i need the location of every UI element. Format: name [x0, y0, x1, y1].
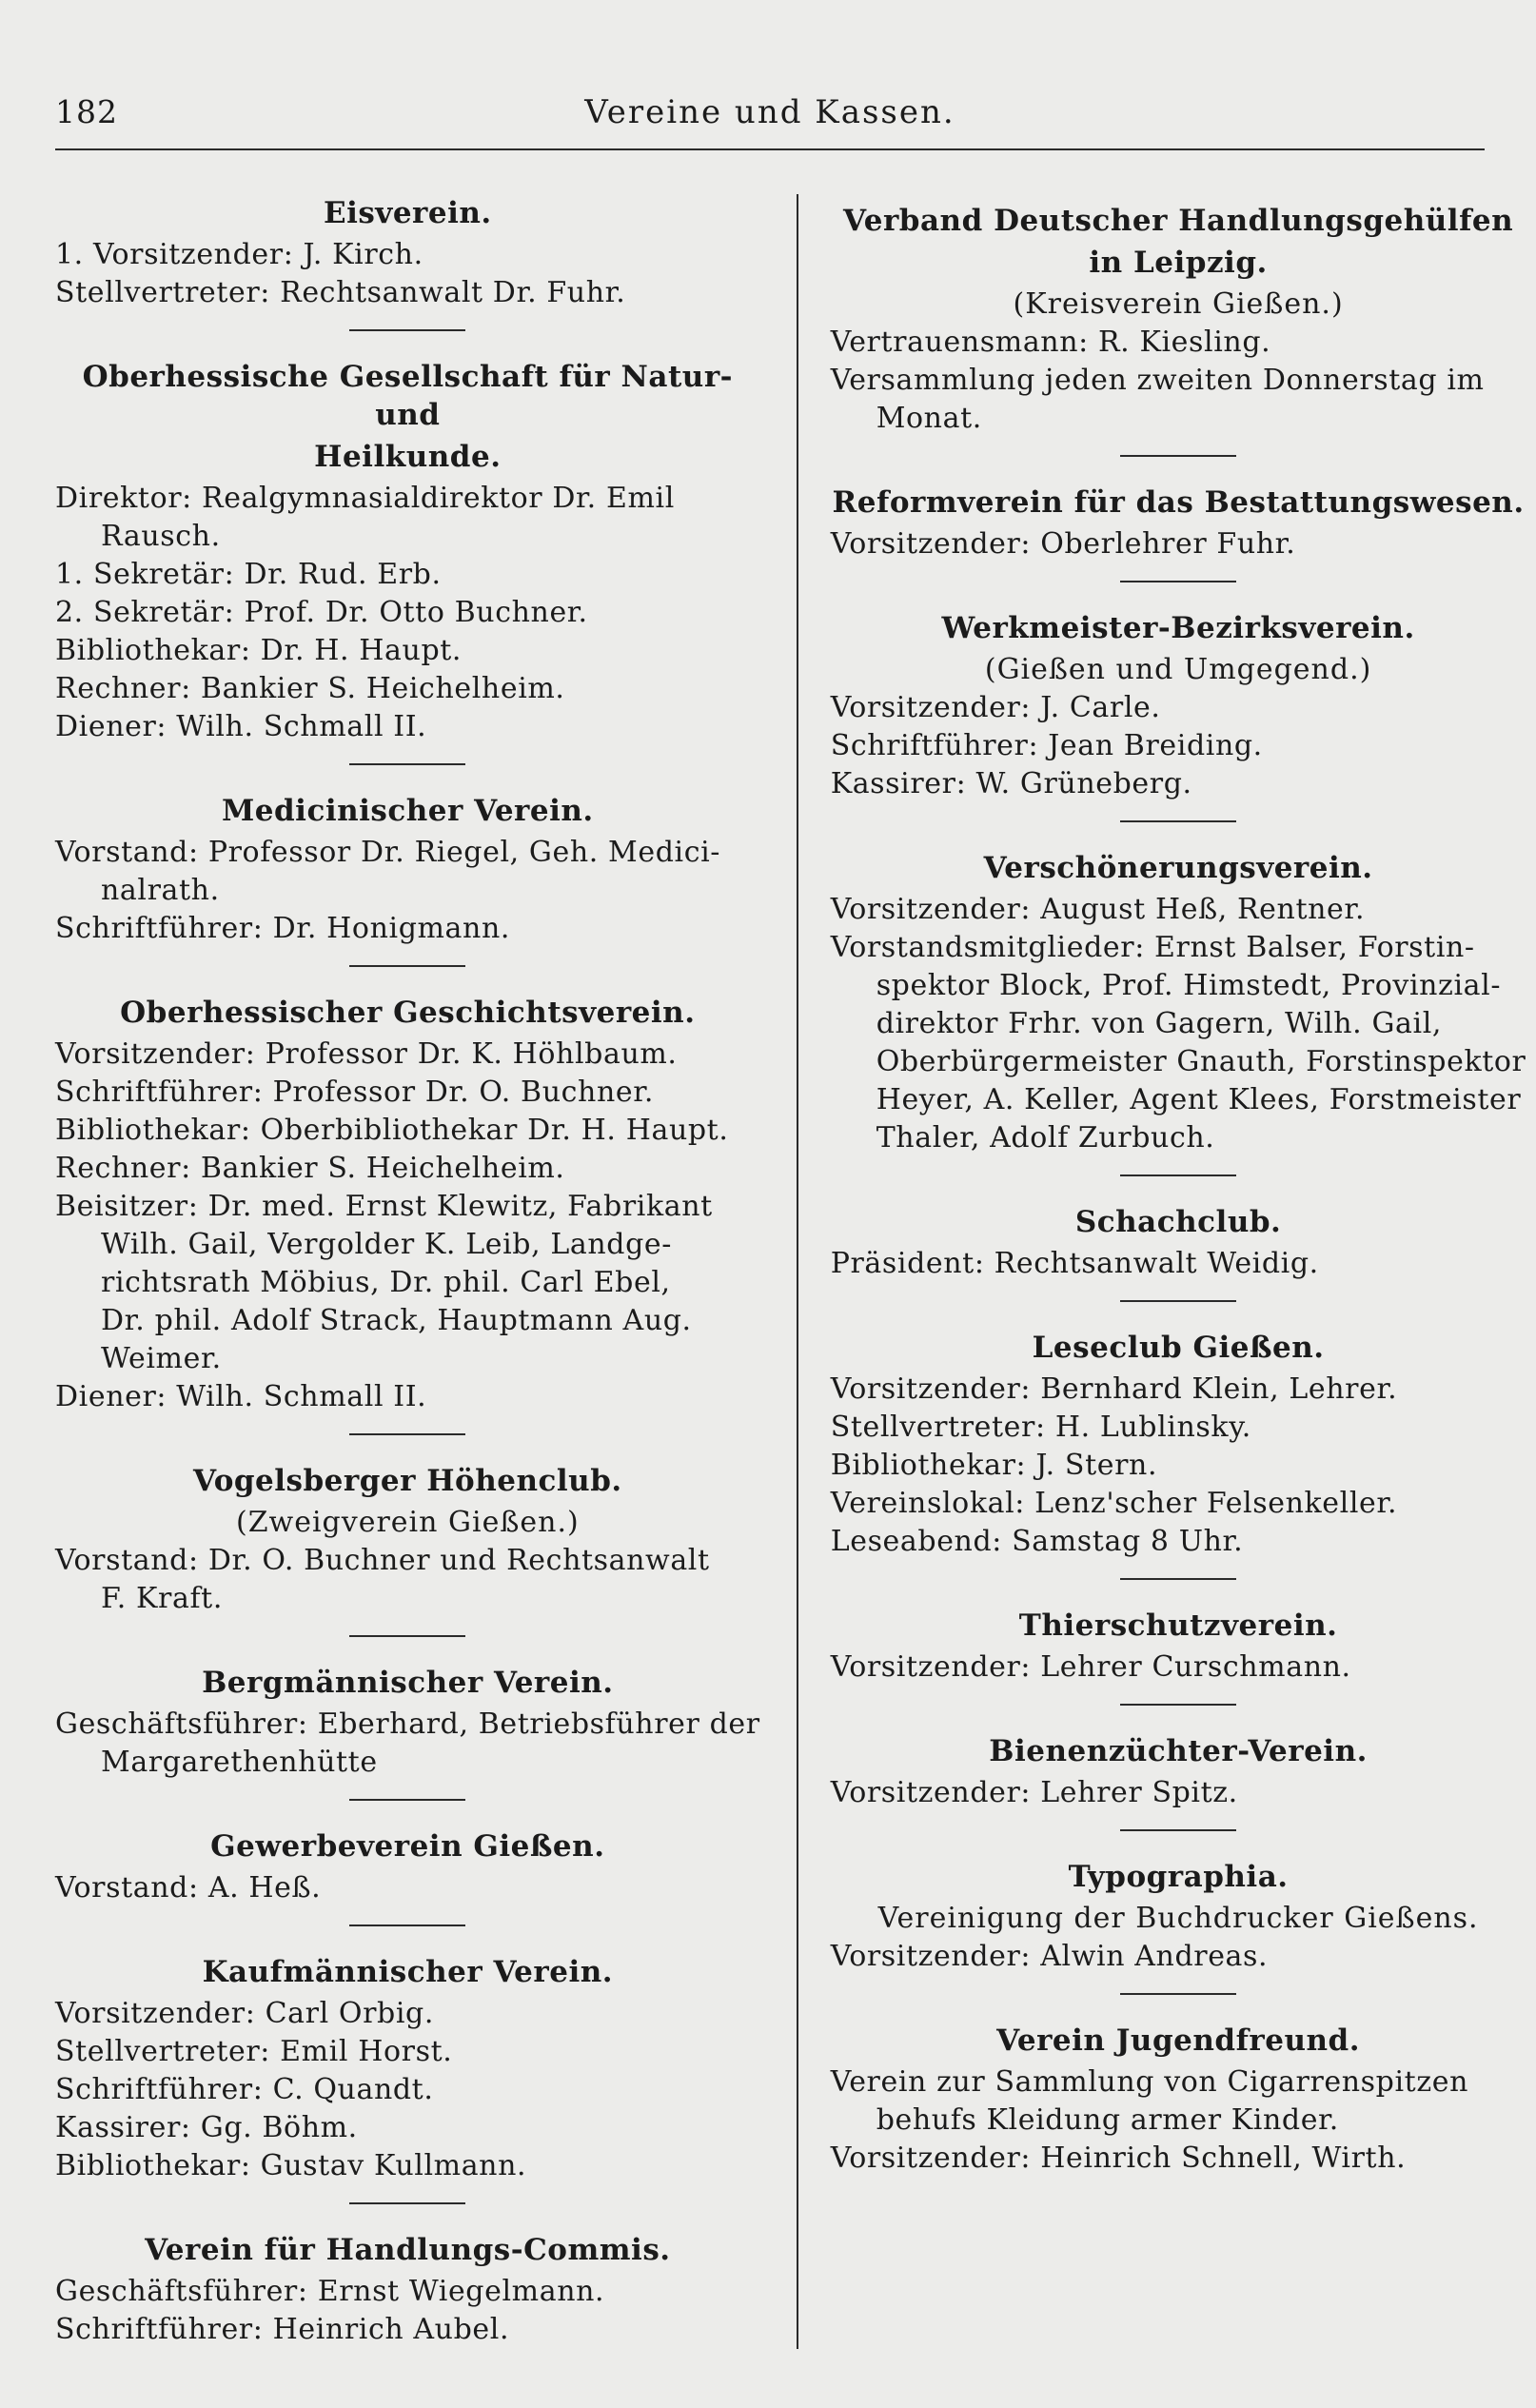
entry-line: Schriftführer: C. Quandt. [55, 2073, 434, 2106]
section-title: Bergmännischer Verein. [202, 1666, 614, 1700]
directory-section [55, 1827, 760, 1907]
entry-line: Weimer. [101, 1342, 222, 1375]
directory-section [55, 358, 760, 746]
section-title: Verein für Handlungs-Commis. [145, 2233, 671, 2267]
section-divider [1120, 1829, 1236, 1831]
section-title: Oberhessischer Geschichtsverein. [120, 996, 696, 1030]
entry-line: Schriftführer: Professor Dr. O. Buchner. [55, 1076, 654, 1109]
directory-section [831, 1329, 1526, 1561]
entry-line: Vorsitzender: Bernhard Klein, Lehrer. [830, 1372, 1398, 1406]
section-subtitle: Vereinigung der Buchdrucker Gießens. [877, 1902, 1479, 1935]
directory-section [55, 994, 760, 1416]
entry-line: Kassirer: W. Grüneberg. [830, 767, 1192, 800]
section-divider [1120, 1300, 1236, 1302]
entry-line: Schriftführer: Heinrich Aubel. [55, 2313, 510, 2346]
entry-line: Vertrauensmann: R. Kiesling. [830, 326, 1271, 359]
section-divider [1120, 1174, 1236, 1176]
section-title: Typographia. [1068, 1860, 1289, 1894]
entry-line: Bibliothekar: Oberbibliothekar Dr. H. Haupt. [55, 1114, 729, 1147]
section-title: Reformverein für das Bestattungswesen. [832, 485, 1525, 520]
section-title: Gewerbeverein Gießen. [210, 1829, 605, 1864]
directory-section [831, 1858, 1526, 1976]
entry-line: Vorsitzender: Heinrich Schnell, Wirth. [830, 2142, 1407, 2175]
section-title: Kaufmännischer Verein. [202, 1955, 614, 1989]
entry-line: spektor Block, Prof. Himstedt, Provinzial- [876, 969, 1502, 1002]
entry-line: Vorstandsmitglieder: Ernst Balser, Forstin- [830, 931, 1475, 964]
entry-line: Wilh. Gail, Vergolder K. Leib, Landge- [101, 1228, 672, 1261]
entry-line: Thaler, Adolf Zurbuch. [876, 1121, 1215, 1155]
entry-line: Schriftführer: Jean Breiding. [830, 729, 1263, 762]
entry-line: Beisitzer: Dr. med. Ernst Klewitz, Fabrikant [55, 1190, 713, 1223]
directory-section [55, 1462, 760, 1618]
left-column [55, 194, 797, 2349]
running-title: Vereine und Kassen. [584, 93, 955, 131]
entry-line: Vorsitzender: Professor Dr. K. Höhlbaum. [55, 1037, 678, 1071]
section-title: Oberhessische Gesellschaft für Natur- und [82, 360, 734, 432]
section-title: Eisverein. [323, 196, 492, 230]
section-divider [349, 1433, 465, 1435]
section-divider [349, 965, 465, 967]
entry-line: Kassirer: Gg. Böhm. [55, 2111, 358, 2144]
entry-line: Vorsitzender: Carl Orbig. [55, 1997, 434, 2030]
section-divider [1120, 581, 1236, 582]
entry-line: F. Kraft. [101, 1582, 223, 1615]
directory-section [831, 2022, 1526, 2178]
entry-line: Direktor: Realgymnasialdirektor Dr. Emil [55, 482, 675, 515]
entry-line: Vorsitzender: Oberlehrer Fuhr. [830, 527, 1296, 561]
directory-section [831, 202, 1526, 438]
section-title: Schachclub. [1074, 1205, 1282, 1239]
entry-line: nalrath. [101, 874, 220, 907]
section-divider [1120, 820, 1236, 822]
page-header [55, 91, 1485, 150]
section-divider [349, 329, 465, 331]
entry-line: Vorsitzender: Lehrer Spitz. [830, 1776, 1238, 1809]
directory-section [55, 1953, 760, 2185]
entry-line: Diener: Wilh. Schmall II. [55, 710, 427, 743]
entry-line: Vorsitzender: August Heß, Rentner. [830, 893, 1366, 926]
section-title: Verschönerungsverein. [983, 851, 1373, 885]
section-title: in Leipzig. [1089, 246, 1268, 280]
section-divider [1120, 1578, 1236, 1580]
entry-line: Monat. [876, 402, 982, 435]
entry-line: Margarethenhütte [101, 1746, 378, 1779]
section-divider [349, 1799, 465, 1801]
entry-line: Geschäftsführer: Eberhard, Betriebsführer der [55, 1707, 760, 1741]
section-title: Werkmeister-Bezirksverein. [941, 611, 1415, 645]
section-title: Heilkunde. [314, 440, 502, 474]
entry-line: Vorstand: Professor Dr. Riegel, Geh. Medici- [55, 836, 721, 869]
entry-line: Vorsitzender: J. Carle. [830, 691, 1161, 724]
entry-line: Vereinslokal: Lenz'scher Felsenkeller. [830, 1487, 1398, 1520]
section-title: Medicinischer Verein. [221, 794, 594, 828]
section-divider [349, 763, 465, 765]
entry-line: Präsident: Rechtsanwalt Weidig. [830, 1247, 1319, 1280]
section-divider [1120, 1704, 1236, 1706]
section-divider [349, 1635, 465, 1637]
entry-line: Schriftführer: Dr. Honigmann. [55, 912, 511, 945]
entry-line: behufs Kleidung armer Kinder. [876, 2103, 1339, 2137]
section-title: Verein Jugendfreund. [996, 2023, 1361, 2058]
directory-section [831, 609, 1526, 803]
directory-section [55, 1664, 760, 1782]
entry-line: 1. Sekretär: Dr. Rud. Erb. [55, 558, 442, 591]
entry-line: Bibliothekar: Gustav Kullmann. [55, 2149, 527, 2182]
entry-line: Bibliothekar: J. Stern. [830, 1449, 1158, 1482]
entry-line: richtsrath Möbius, Dr. phil. Carl Ebel, [101, 1266, 671, 1299]
section-subtitle: (Zweigverein Gießen.) [235, 1506, 580, 1539]
entry-line: Dr. phil. Adolf Strack, Hauptmann Aug. [101, 1304, 692, 1337]
entry-line: Leseabend: Samstag 8 Uhr. [830, 1525, 1244, 1558]
directory-section [55, 792, 760, 948]
entry-line: Vorstand: A. Heß. [55, 1871, 322, 1905]
section-divider [349, 2202, 465, 2204]
section-subtitle: (Kreisverein Gießen.) [1013, 287, 1344, 321]
entry-line: Rausch. [101, 520, 221, 553]
entry-line: 2. Sekretär: Prof. Dr. Otto Buchner. [55, 596, 588, 629]
section-divider [1120, 1993, 1236, 1995]
entry-line: Vorsitzender: Lehrer Curschmann. [830, 1650, 1351, 1684]
section-title: Thierschutzverein. [1018, 1609, 1338, 1643]
entry-line: Heyer, A. Keller, Agent Klees, Forstmeister [876, 1083, 1522, 1116]
entry-line: 1. Vorsitzender: J. Kirch. [55, 238, 423, 271]
section-subtitle: (Gießen und Umgegend.) [984, 653, 1372, 686]
section-divider [349, 1924, 465, 1926]
entry-line: Stellvertreter: H. Lublinsky. [830, 1411, 1251, 1444]
directory-section [831, 1732, 1526, 1812]
section-title: Leseclub Gießen. [1032, 1331, 1325, 1365]
directory-section [831, 849, 1526, 1157]
directory-section [55, 194, 760, 312]
directory-section [831, 1607, 1526, 1687]
entry-line: Oberbürgermeister Gnauth, Forstinspektor [876, 1045, 1526, 1078]
entry-line: Verein zur Sammlung von Cigarrenspitzen [830, 2065, 1469, 2099]
page-number: 182 [55, 93, 118, 130]
directory-section [831, 1203, 1526, 1283]
section-title: Vogelsberger Höhenclub. [192, 1464, 622, 1498]
entry-line: Stellvertreter: Emil Horst. [55, 2035, 453, 2068]
entry-line: Geschäftsführer: Ernst Wiegelmann. [55, 2275, 605, 2308]
entry-line: Rechner: Bankier S. Heichelheim. [55, 672, 565, 705]
section-title: Verband Deutscher Handlungsgehülfen [843, 204, 1514, 238]
two-column-body [55, 194, 1526, 2349]
entry-line: Bibliothekar: Dr. H. Haupt. [55, 634, 463, 667]
directory-section [831, 484, 1526, 563]
entry-line: Versammlung jeden zweiten Donnerstag im [830, 364, 1485, 397]
entry-line: Diener: Wilh. Schmall II. [55, 1380, 427, 1413]
entry-line: Vorsitzender: Alwin Andreas. [830, 1940, 1269, 1973]
right-column [797, 194, 1526, 2349]
directory-section [55, 2231, 760, 2349]
entry-line: Rechner: Bankier S. Heichelheim. [55, 1152, 565, 1185]
entry-line: Vorstand: Dr. O. Buchner und Rechtsanwalt [55, 1544, 710, 1577]
section-divider [1120, 455, 1236, 457]
section-title: Bienenzüchter-Verein. [989, 1734, 1368, 1768]
entry-line: Stellvertreter: Rechtsanwalt Dr. Fuhr. [55, 276, 626, 309]
entry-line: direktor Frhr. von Gagern, Wilh. Gail, [876, 1007, 1443, 1040]
